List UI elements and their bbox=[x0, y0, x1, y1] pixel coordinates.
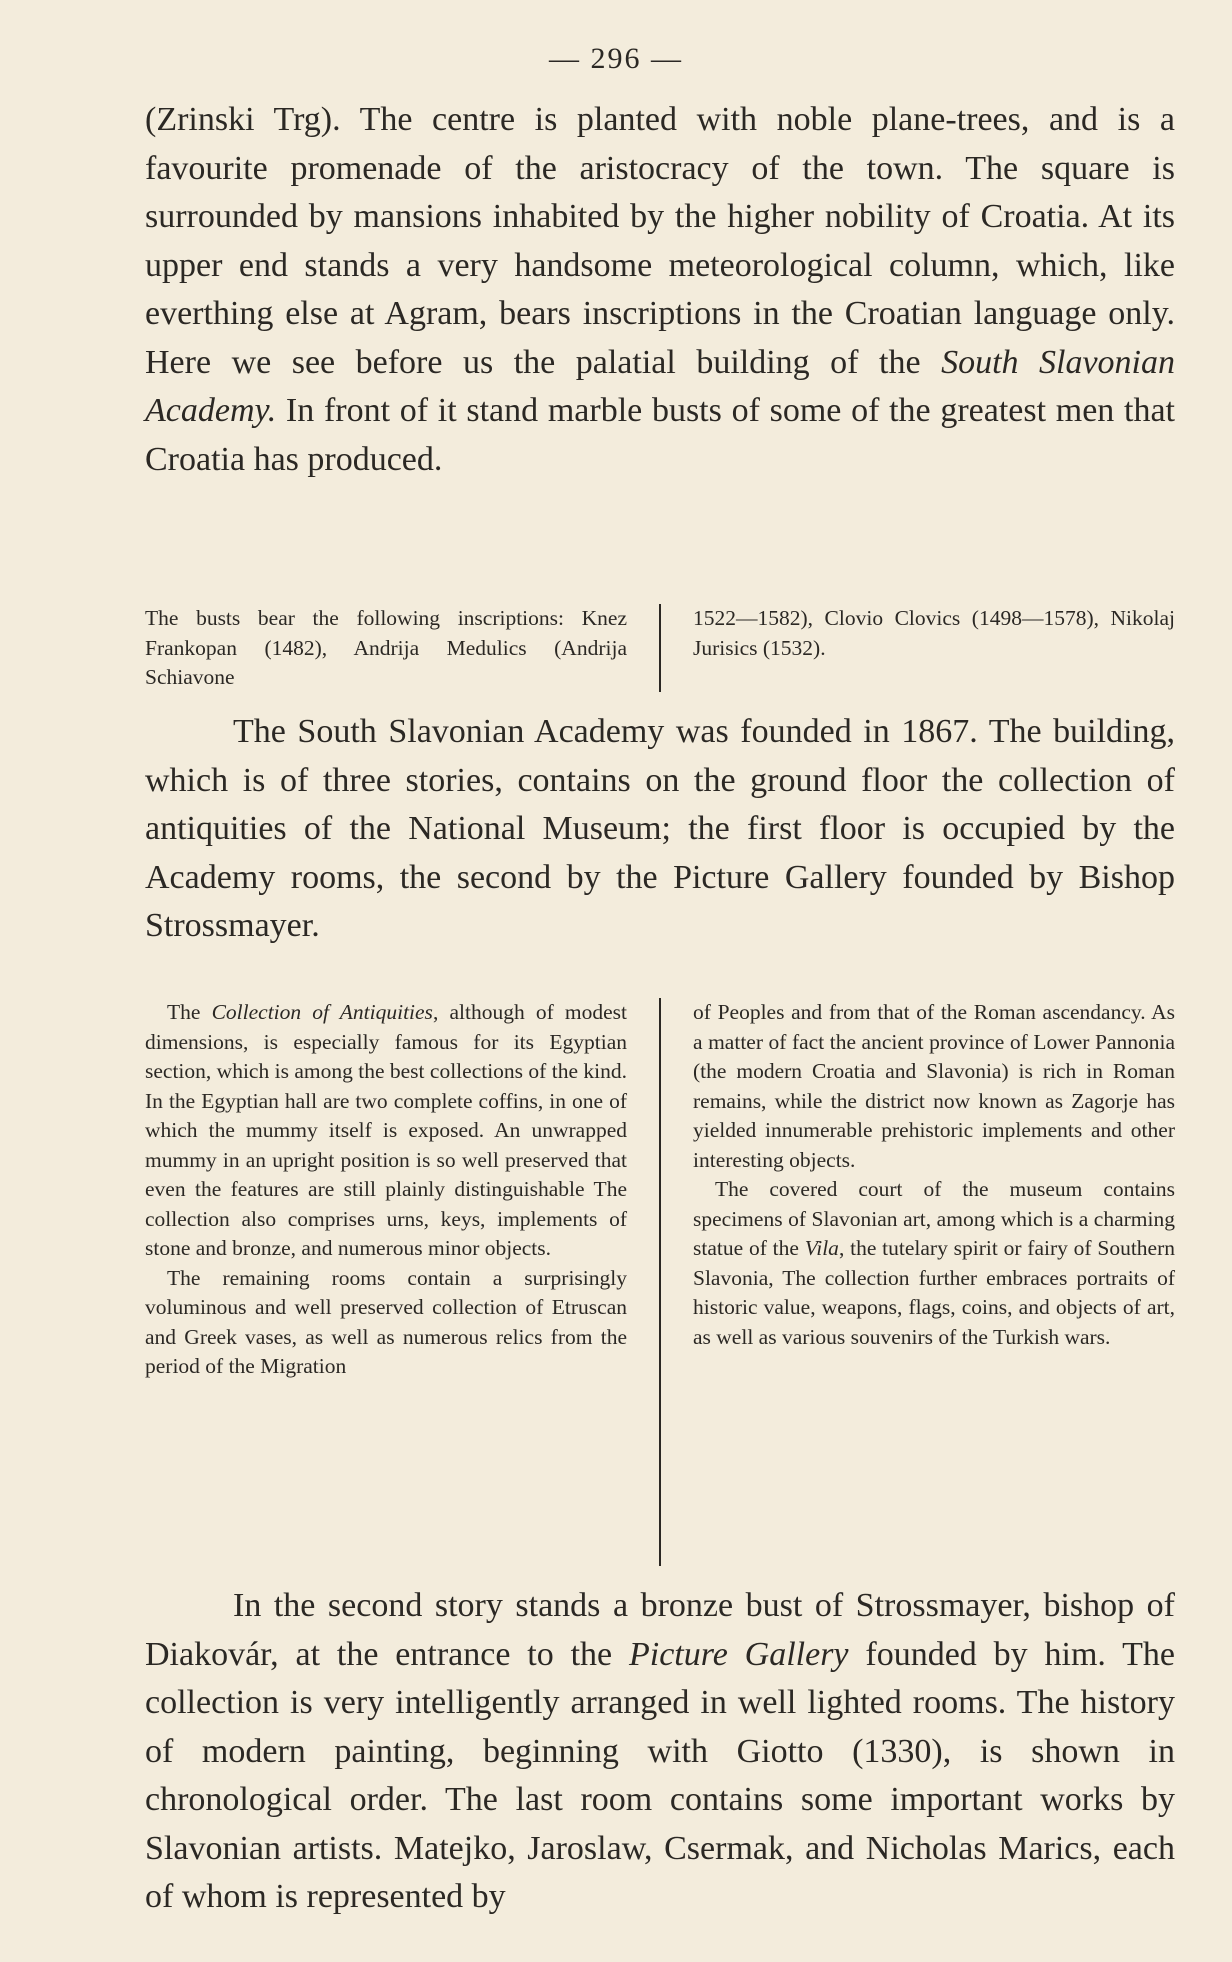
footnote-column-right bbox=[693, 604, 1175, 693]
footnote-text: The remaining rooms contain a surprisingly voluminous and well preserved collection of Etruscan and Greek vases, as well as numerous relics from the period of the Migration bbox=[145, 1265, 627, 1378]
paragraph-text: In the second story stands a bronze bust of Strossmayer, bishop of Diakovár, at the entrance to the bbox=[145, 1587, 1175, 1673]
column-divider bbox=[659, 604, 661, 692]
footnote-text: 1522—1582), Clovio Clovics (1498—1578), Nikolaj Jurisics (1532). bbox=[693, 606, 1175, 660]
column-divider bbox=[659, 998, 661, 1566]
footnote-text: The covered court of the museum contains specimens of Slavonian art, among which is a charming statue of the bbox=[693, 1177, 1175, 1260]
footnote-text: of Peoples and from that of the Roman ascendancy. As a matter of fact the ancient province of Lower Pannonia (the modern Croatia and Slavonia) is rich in Roman remains, while the district now known as Zagorje has yielded innumerable prehistoric implements and other interesting objects. bbox=[693, 1000, 1175, 1172]
footnote-text: , although of modest dimensions, is especially famous for its Egyptian section, which is among the best collections of the kind. In the Egyptian hall are two complete coffins, in one of which the mummy itself is exposed. An unwrapped mummy in an upright position is so well preserved that even the features are still plainly distinguishable The collection also comprises urns, keys, implements of stone and bronze, and numerous minor objects. bbox=[145, 1000, 627, 1260]
gallery-name: Picture Gallery bbox=[628, 1635, 849, 1673]
collection-title: Collection of Antiquities bbox=[211, 1000, 433, 1024]
paragraph-text: (Zrinski Trg). The centre is planted with noble plane-trees, and is a favourite promenade of the aristocracy of the town. The square is surrounded by mansions inhabited by the higher nobility of Croatia. At its upper end stands a very handsome meteorological column, which, like everthing else at Agram, bears inscriptions in the Croatian language only. Here we see before us the palatial building of the bbox=[145, 101, 1175, 381]
footnote-text: The busts bear the following inscriptions: Knez Frankopan (1482), Andrija Medulics (Andrija Schiavone bbox=[145, 606, 627, 689]
paragraph-square bbox=[145, 96, 1175, 484]
paragraph-gallery bbox=[145, 1582, 1175, 1922]
paragraph-text: founded by him. The collection is very intelligently arranged in well lighted rooms. The history of modern painting, beginning with Giotto (1330), is shown in chronological order. The last room contains some important works by Slavonian artists. Matejko, Jaroslaw, Csermak, and Nicholas Marics, each of whom is represented by bbox=[145, 1635, 1175, 1915]
academy-name: South Slavonian Academy. bbox=[145, 343, 1176, 429]
footnote-text: , the tutelary spirit or fairy of Southern Slavonia, The collection further embraces portraits of historic value, weapons, flags, coins, and objects of art, as well as various souvenirs of the Turkish wars. bbox=[693, 1236, 1176, 1349]
vila-term: Vila bbox=[804, 1236, 839, 1260]
footnote-text: The bbox=[167, 1000, 212, 1024]
page-number: — 296 — bbox=[549, 42, 683, 75]
footnote-collections bbox=[145, 998, 1175, 1566]
footnote-column-right bbox=[693, 998, 1175, 1566]
paragraph-text: The South Slavonian Academy was founded in 1867. The building, which is of three stories, contains on the ground floor the collection of antiquities of the National Museum; the first floor is occupied by the Academy rooms, the second by the Picture Gallery founded by Bishop Strossmayer. bbox=[145, 713, 1175, 944]
footnote-busts bbox=[145, 604, 1175, 693]
paragraph-academy bbox=[145, 708, 1175, 951]
footnote-column-left bbox=[145, 604, 627, 693]
paragraph-text: In front of it stand marble busts of some of the greatest men that Croatia has produced. bbox=[145, 392, 1175, 478]
footnote-column-left bbox=[145, 998, 627, 1566]
